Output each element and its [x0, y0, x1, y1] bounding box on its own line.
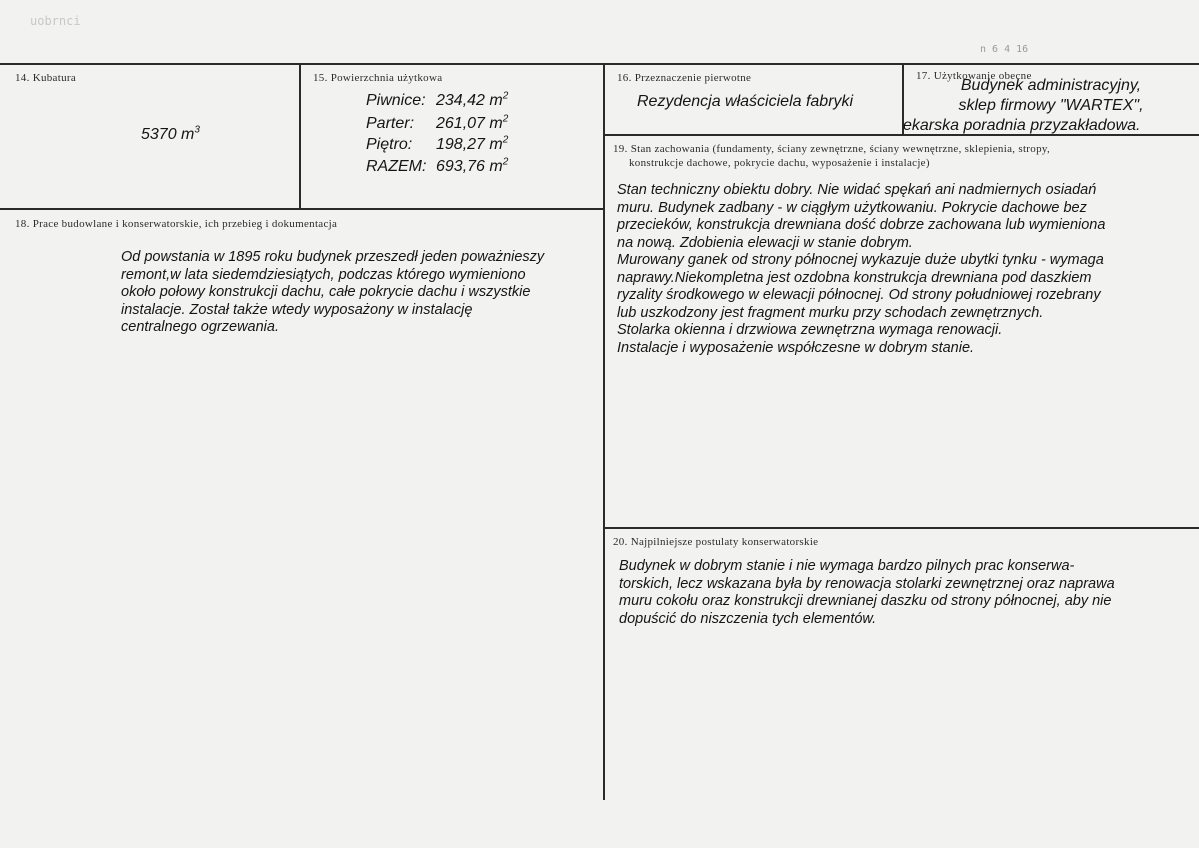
field18-value: Od powstania w 1895 roku budynek przeszedł jeden poważnieszy remont,w lata siedemdziesiątych, podczas którego wymieniono około połowy konstrukcji dachu, całe pokrycie dachu i wszystkie instalacje. Został także wtedy wyposażony w instalację centralnego ogrzewania. [121, 249, 545, 335]
rule-v-14-15 [299, 63, 301, 209]
field20-label: 20. Najpilniejsze postulaty konserwatorskie [613, 536, 819, 548]
rule-mid-left [0, 208, 605, 210]
rule-v-main [603, 63, 605, 800]
field20-value: Budynek w dobrym stanie i nie wymaga bardzo pilnych prac konserwa- torskich, lecz wskazana była by renowacja stolarki zewnętrznej oraz naprawa muru cokołu oraz konstrukcji drewnianej daszku od strony północnej, aby nie dopuścić do niszczenia tych elementów. [619, 558, 1115, 627]
field19-value: Stan techniczny obiektu dobry. Nie widać spękań ani nadmiernych osiadań muru. Budynek zadbany - w ciągłym użytkowaniu. Pokrycie dachowe bez przecieków, konstrukcja drewniana dość dobrze zachowana lub wymieniona na nową. Zdobienia elewacji w stanie dobrym. Murowany ganek od strony północnej wykazuje duże ubytki tynku - wymaga naprawy.Niekompletna jest ozdobna konstrukcja drewniana pod daszkiem ryzality środkowego w elewacji północnej. Od strony południowej rozebrany lub uszkodzony jest fragment murku przy schodach zewnętrznych. Stolarka okienna i drzwiowa zewnętrzna wymaga renowacji. Instalacje i wyposażenie współczesne w dobrym stanie. [617, 182, 1106, 356]
field14-label: 14. Kubatura [15, 72, 77, 84]
rule-lower-right [604, 527, 1199, 529]
rule-top [0, 63, 1199, 65]
area-row-basement: Piwnice: 234,42 $m^2$ [366, 90, 509, 109]
ghost-text-top-left: uobrnci [30, 14, 81, 28]
field16-value: Rezydencja właściciela fabryki [637, 93, 854, 110]
field16-label: 16. Przeznaczenie pierwotne [617, 72, 752, 84]
field19-label-line2: konstrukcje dachowe, pokrycie dachu, wyposażenie i instalacje) [629, 157, 930, 169]
area-row-total: RAZEM: 693,76 $m^2$ [366, 156, 509, 175]
field15-label: 15. Powierzchnia użytkowa [313, 72, 443, 84]
area-row-ground: Parter: 261,07 $m^2$ [366, 113, 509, 132]
ghost-text-top-right: n 6 4 16 [980, 44, 1029, 55]
area-row-floor: Piętro: 198,27 $m^2$ [366, 134, 509, 153]
field17-value: Budynek administracyjny, sklep firmowy "WARTEX", ekarska poradnia przyzakładowa. [903, 77, 1144, 134]
field14-value: 5370 $m^3$ [141, 124, 200, 143]
field17-label: 17. Użytkowanie obecne [916, 70, 1032, 82]
field18-label: 18. Prace budowlane i konserwatorskie, ich przebieg i dokumentacja [15, 218, 338, 230]
field19-label-line1: 19. Stan zachowania (fundamenty, ściany zewnętrzne, ściany wewnętrzne, sklepienia, stropy, [613, 143, 1051, 155]
